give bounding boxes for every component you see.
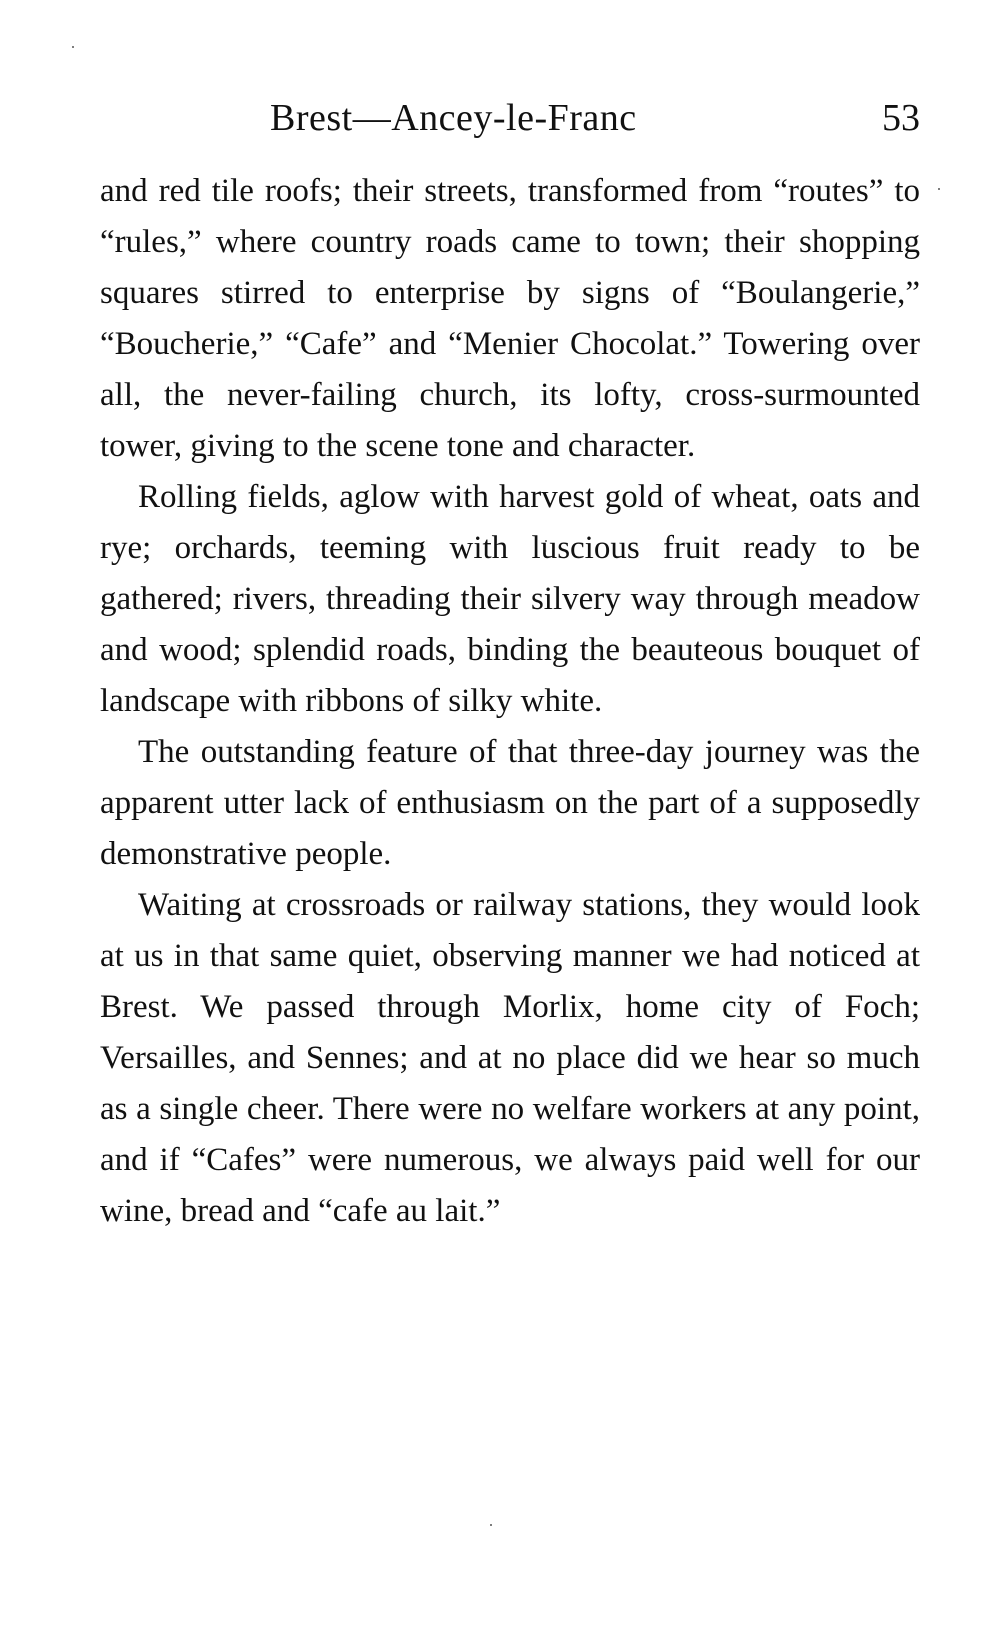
paragraph-continued: and red tile roofs; their streets, transformed from “routes” to “rules,” where country roads came to town; their shopping squares stirred to enterprise by signs of “Boulangerie,” “Boucherie,” “Cafe” and “Menier Chocolat.” Towering over all, the never-failing church, its lofty, cross-surmounted tower, giving to the scene tone and character.	[100, 173, 920, 464]
page-number: 53	[882, 97, 920, 139]
print-speck	[490, 1524, 492, 1526]
body-text	[100, 166, 920, 1237]
running-head	[100, 88, 920, 148]
print-speck	[938, 188, 940, 190]
print-speck	[72, 46, 74, 48]
running-title: Brest—Ancey-le-Franc	[270, 97, 637, 139]
paragraph-journey: The outstanding feature of that three-day journey was the apparent utter lack of enthusiasm on the part of a supposedly demonstrative people.	[100, 734, 920, 872]
paragraph-waiting: Waiting at crossroads or railway stations, they would look at us in that same quiet, observing manner we had noticed at Brest. We passed through Morlix, home city of Foch; Versailles, and Sennes; and at no place did we hear so much as a single cheer. There were no welfare workers at any point, and if “Cafes” were numerous, we always paid well for our wine, bread and “cafe au lait.”	[100, 887, 920, 1229]
paragraph-landscape: Rolling fields, aglow with harvest gold of wheat, oats and rye; orchards, teeming with luscious fruit ready to be gathered; rivers, threading their silvery way through meadow and wood; splendid roads, binding the beauteous bouquet of landscape with ribbons of silky white.	[100, 479, 920, 719]
